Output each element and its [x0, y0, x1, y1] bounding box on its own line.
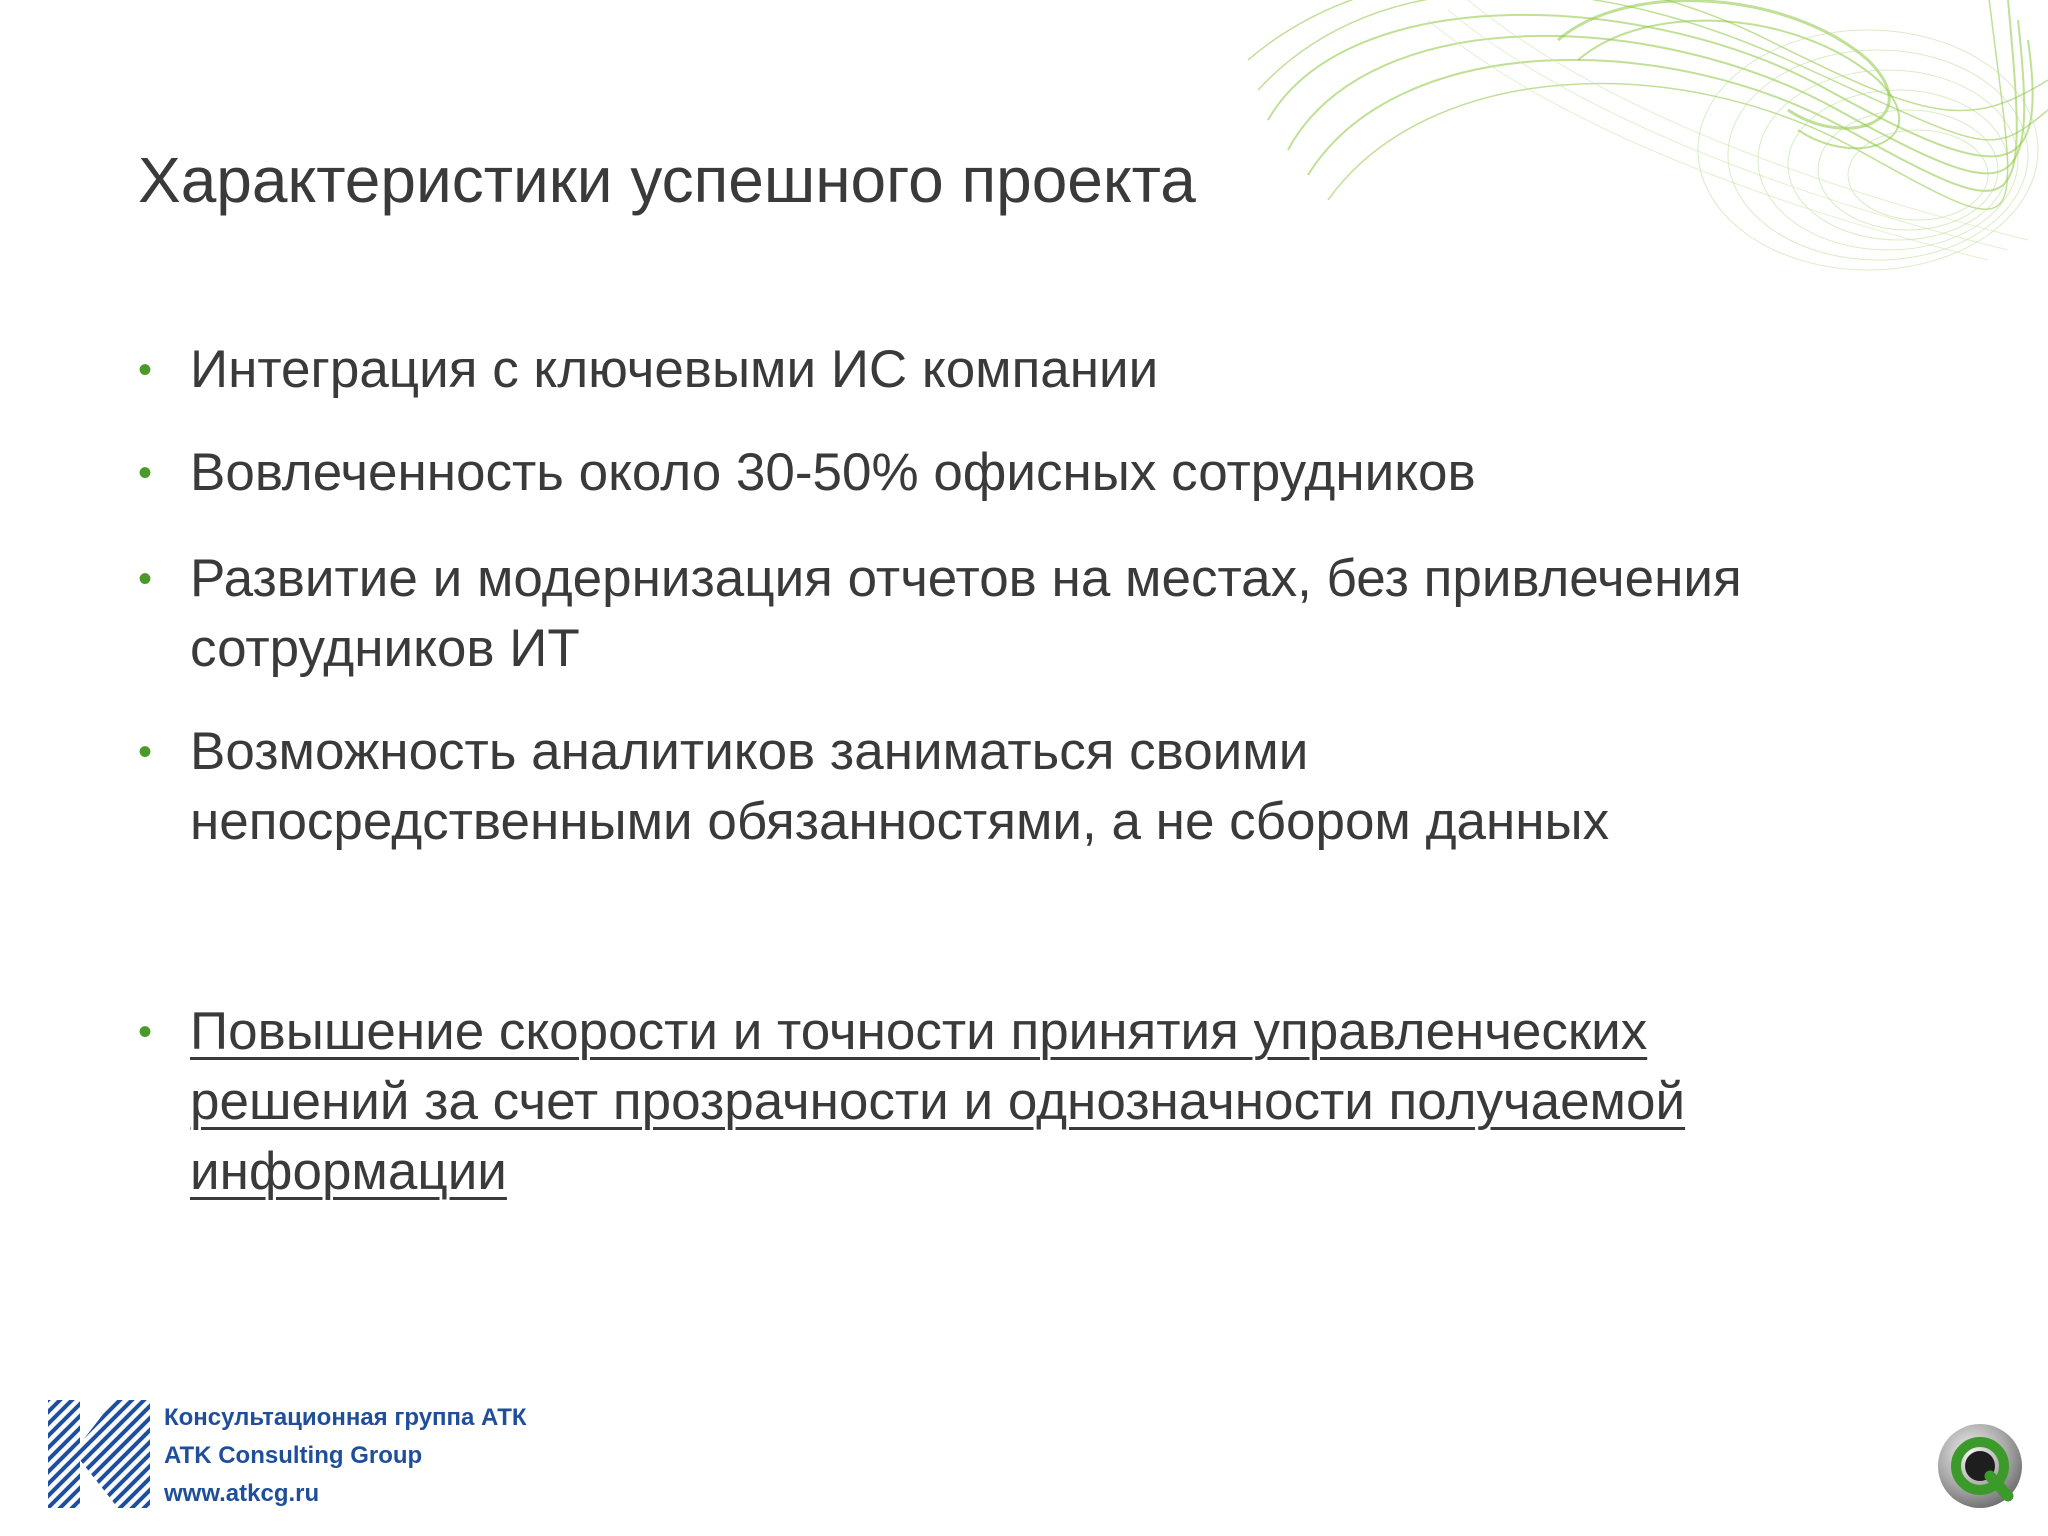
bullet-text: Вовлеченность около 30-50% офисных сотрудников	[190, 443, 1476, 502]
bullet-text-line: непосредственными обязанностями, а не сбором данных	[190, 792, 1610, 851]
atk-logo-icon	[48, 1400, 150, 1508]
slide-title: Характеристики успешного проекта	[138, 144, 1196, 216]
bullet-item	[138, 544, 1918, 684]
bullet-text-line: решений за счет прозрачности и однозначности получаемой	[190, 1072, 1686, 1131]
qlikview-logo-icon	[1934, 1418, 2030, 1514]
bullet-dot-icon: •	[138, 557, 153, 601]
bullet-item-highlight	[138, 997, 1918, 1207]
bullet-item	[138, 438, 1918, 508]
bullet-item	[138, 335, 1918, 405]
bullet-text-line: Возможность аналитиков заниматься своими	[190, 722, 1309, 781]
green-swirl-decoration	[1228, 0, 2048, 360]
company-logo	[48, 1398, 568, 1510]
bullet-dot-icon: •	[138, 451, 153, 495]
bullet-text-line: Развитие и модернизация отчетов на местах, без привлечения	[190, 549, 1742, 608]
company-name-ru: Консультационная группа АТК	[164, 1404, 527, 1431]
bullet-item	[138, 717, 1918, 857]
company-name-en: ATK Consulting Group	[164, 1442, 423, 1469]
bullet-text: Интеграция с ключевыми ИС компании	[190, 340, 1159, 399]
bullet-text-line: информации	[190, 1142, 507, 1201]
bullet-dot-icon: •	[138, 1010, 153, 1054]
bullet-dot-icon: •	[138, 730, 153, 774]
bullet-dot-icon: •	[138, 348, 153, 392]
bullet-text-line: Повышение скорости и точности принятия управленческих	[190, 1002, 1648, 1061]
company-website: www.atkcg.ru	[164, 1480, 320, 1507]
bullet-text-line: сотрудников ИТ	[190, 619, 580, 678]
